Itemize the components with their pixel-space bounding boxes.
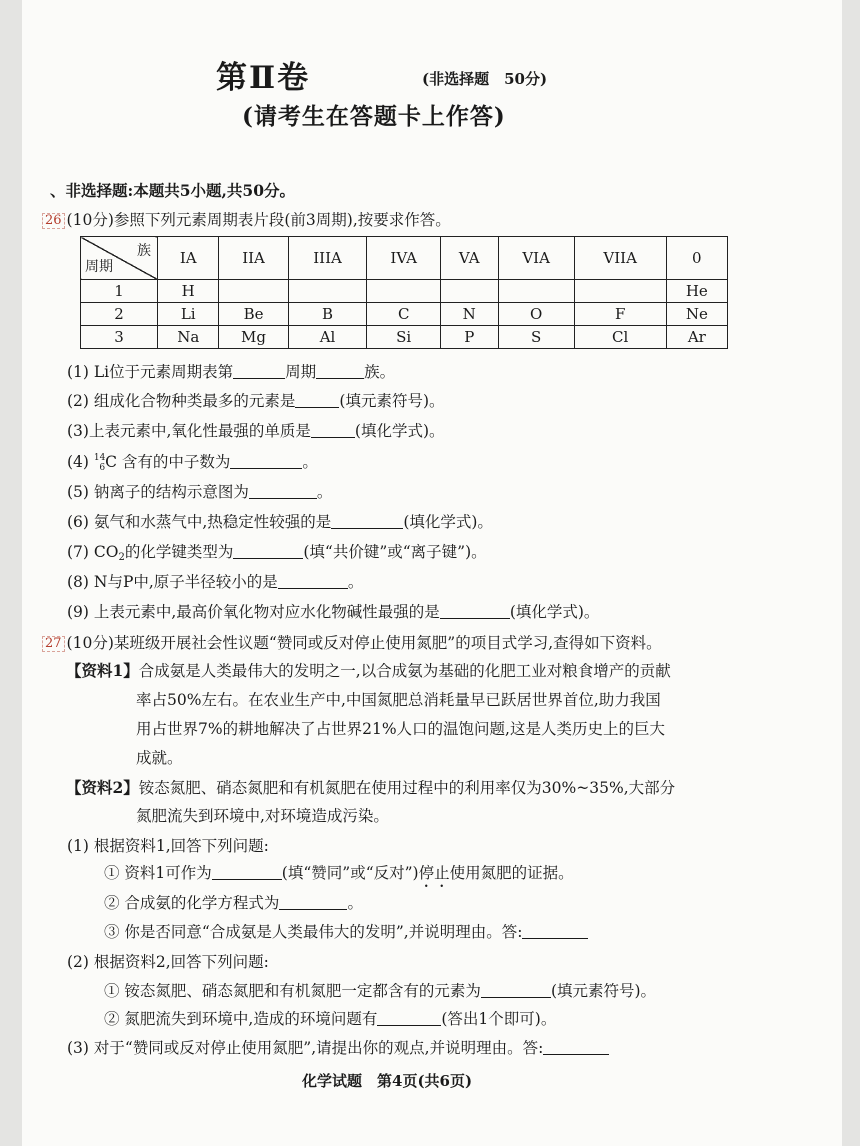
table-header-row [81,237,728,280]
section-heading: 、非选择题:本题共5小题,共50分。 [50,181,295,200]
element-cell: Ne [666,303,727,326]
page-title: 第Ⅱ卷 [216,60,311,96]
answer-blank [230,454,302,469]
element-cell: N [440,303,498,326]
answer-blank [278,574,348,589]
page-subtitle: (非选择题 50分) [422,70,548,88]
answer-blank [212,865,282,880]
element-cell [574,280,666,303]
element-cell: Ar [666,326,727,349]
element-cell: Be [219,303,288,326]
q26-item-8: (8) N与P中,原子半径较小的是 。 [67,573,364,591]
element-cell [498,280,574,303]
answer-blank [316,364,364,379]
answer-blank [249,484,317,499]
q27-part-3: (3) 对于“赞同或反对停止使用氮肥”,请提出你的观点,并说明理由。答: [67,1036,609,1058]
group-header: IIIA [288,237,367,280]
element-cell: Si [367,326,440,349]
element-cell: S [498,326,574,349]
group-header: VA [440,237,498,280]
q26-item-2: (2) 组成化合物种类最多的元素是 (填元素符号)。 [67,392,445,410]
periodic-table-fragment [80,236,728,349]
element-cell: Al [288,326,367,349]
group-header: IA [158,237,219,280]
table-row [81,326,728,349]
element-cell: F [574,303,666,326]
table-row [81,280,728,303]
q27-part-1: (1) 根据资料1,回答下列问题: [67,837,269,855]
resource-2-line: 氮肥流失到环境中,对环境造成污染。 [136,807,389,825]
q27-intro: 27 (10分)某班级开展社会性议题“赞同或反对停止使用氮肥”的项目式学习,查得如下资料。 [42,631,662,653]
q26-item-7: (7) CO2的化学键类型为 (填“共价键”或“离子键”)。 [67,543,487,563]
element-cell [219,280,288,303]
q26-item-1: (1) Li位于元素周期表第 周期 族。 [67,363,396,381]
table-row [81,303,728,326]
q26-item-3: (3)上表元素中,氧化性最强的单质是 (填化学式)。 [67,422,445,440]
group-header: IIA [219,237,288,280]
group-header: VIIA [574,237,666,280]
answer-blank [481,983,551,998]
q27-number: 27 [42,636,65,652]
mass-number: 14 [93,453,106,463]
resource-1-label: 【资料1】 [66,661,139,680]
period-label: 3 [81,326,158,349]
element-cell: O [498,303,574,326]
q27-part-2-2: ② 氮肥流失到环境中,造成的环境问题有 (答出1个即可)。 [104,1010,557,1028]
answer-blank [279,895,347,910]
q27-part-1-2: ② 合成氨的化学方程式为 。 [104,894,363,912]
resource-1-line: 成就。 [136,749,183,767]
answer-blank [233,364,285,379]
q27-part-1-1: ① 资料1可作为 (填“赞同”或“反对”)停止使用氮肥的证据。 [104,864,574,882]
q26-item-5: (5) 钠离子的结构示意图为 。 [67,483,333,501]
element-cell [440,280,498,303]
element-cell: Na [158,326,219,349]
period-label: 1 [81,280,158,303]
page-footer: 化学试题 第4页(共6页) [302,1072,473,1090]
element-cell [288,280,367,303]
q26-item-4: (4) $^{14}$6C 含有的中子数为 。 [67,453,318,473]
resource-1: 【资料1】合成氨是人类最伟大的发明之一,以合成氨为基础的化肥工业对粮食增产的贡献 [66,661,671,680]
atomic-number: 6 [99,463,106,473]
q26-item-9: (9) 上表元素中,最高价氧化物对应水化物碱性最强的是 (填化学式)。 [67,603,600,621]
period-label: 2 [81,303,158,326]
resource-2-label: 【资料2】 [66,778,139,797]
q27-part-1-3: ③ 你是否同意“合成氨是人类最伟大的发明”,并说明理由。答: [104,920,588,942]
element-cell: Mg [219,326,288,349]
element-cell: C [367,303,440,326]
element-cell [367,280,440,303]
answer-blank [377,1011,441,1026]
answer-note: (请考生在答题卡上作答) [242,103,506,130]
group-header: IVA [367,237,440,280]
answer-blank [440,604,510,619]
element-cell: P [440,326,498,349]
answer-blank [295,393,339,408]
answer-blank [543,1040,609,1055]
q26-intro: 26 (10分)参照下列元素周期表片段(前3周期),按要求作答。 [42,208,451,230]
q26-number: 26 [42,213,65,229]
element-cell: Li [158,303,219,326]
group-header: 0 [666,237,727,280]
resource-2: 【资料2】铵态氮肥、硝态氮肥和有机氮肥在使用过程中的利用率仅为30%~35%,大部分 [66,778,676,797]
element-cell: Cl [574,326,666,349]
resource-1-line: 率占50%左右。在农业生产中,中国氮肥总消耗量早已跃居世界首位,助力我国 [136,691,661,709]
answer-blank [311,423,355,438]
table-corner-cell: 族 周期 [81,237,158,280]
group-header: VIA [498,237,574,280]
answer-blank [331,514,403,529]
answer-blank [233,544,303,559]
q27-part-2: (2) 根据资料2,回答下列问题: [67,953,269,971]
answer-blank [522,924,588,939]
q26-item-6: (6) 氨气和水蒸气中,热稳定性较强的是 (填化学式)。 [67,513,493,531]
resource-1-line: 用占世界7%的耕地解决了占世界21%人口的温饱问题,这是人类历史上的巨大 [136,720,665,738]
exam-page [22,0,842,1146]
element-cell: H [158,280,219,303]
element-cell: He [666,280,727,303]
element-cell: B [288,303,367,326]
q27-part-2-1: ① 铵态氮肥、硝态氮肥和有机氮肥一定都含有的元素为 (填元素符号)。 [104,982,657,1000]
